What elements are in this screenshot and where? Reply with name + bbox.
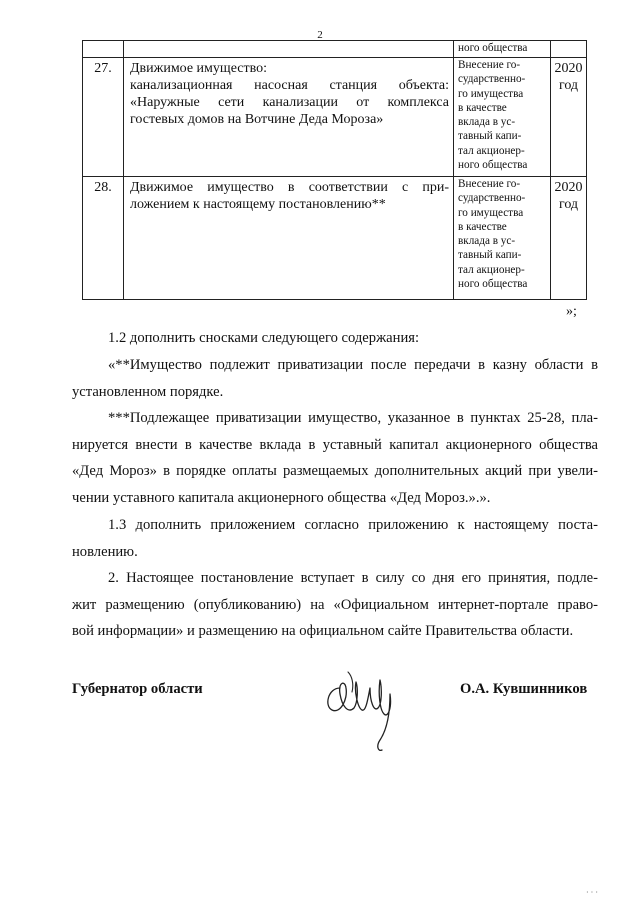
paragraph-line: 1.2 дополнить сносками следующего содержания: xyxy=(108,330,420,346)
year-value: 2020 xyxy=(554,61,583,76)
action-line: тал акционер- xyxy=(458,144,525,157)
action-line: го имущества xyxy=(458,87,524,100)
paragraph-line: 2. Настоящее постановление вступает в силу со дня его принятия, подле- xyxy=(108,570,598,586)
action-line: ного общества xyxy=(458,159,528,172)
table-row-28 xyxy=(83,177,587,300)
action-line: в качестве xyxy=(458,101,507,114)
action-line: в качестве xyxy=(458,220,507,233)
paragraph-line: жит размещению (опубликованию) на «Официальном интернет-портале право- xyxy=(72,596,598,613)
desc-line: Движимое имущество: xyxy=(130,61,267,76)
action-line: Внесение го- xyxy=(458,59,521,71)
paragraph-footnote-2 xyxy=(72,352,598,405)
action-line: Внесение го- xyxy=(458,178,521,190)
row-year xyxy=(551,58,587,177)
signer-title: Губернатор области xyxy=(72,681,203,697)
paragraph-1-3 xyxy=(72,512,598,565)
paragraph-line: новлению. xyxy=(72,543,138,560)
paragraph-line: ***Подлежащее приватизации имущество, указанное в пунктах 25-28, пла- xyxy=(108,410,598,426)
action-line: ного общества xyxy=(458,278,528,291)
row-description xyxy=(124,177,454,300)
desc-line: ложением к настоящему постановлению** xyxy=(130,197,386,212)
row-year xyxy=(551,177,587,300)
signer-name: О.А. Кувшинников xyxy=(460,681,588,697)
action-line: тал акционер- xyxy=(458,263,525,276)
desc-line: гостевых домов на Вотчине Деда Мороза» xyxy=(130,112,384,127)
desc-line: канализационная насосная станция объекта: xyxy=(130,78,449,93)
row-number: 27. xyxy=(83,58,124,177)
paragraph-line: «Дед Мороз» в порядке оплаты размещаемых дополнительных акций при увели- xyxy=(72,463,598,480)
table-cell-year xyxy=(551,41,587,58)
year-value: 2020 xyxy=(554,180,583,195)
action-line: ного общества xyxy=(458,42,528,54)
year-unit: год xyxy=(558,78,579,93)
paragraph-footnote-3 xyxy=(72,405,598,512)
action-line: тавный капи- xyxy=(458,130,522,143)
action-line: тавный капи- xyxy=(458,249,522,262)
table-cell-num xyxy=(83,41,124,58)
paragraph-line: нируется внести в качестве вклада в уставный капитал акционерного общества xyxy=(72,436,598,453)
action-line: сударственно- xyxy=(458,192,526,205)
table-cell-action xyxy=(454,41,551,58)
page-number: 2 xyxy=(317,29,323,41)
paragraph-line: «**Имущество подлежит приватизации после передачи в казну области в xyxy=(108,357,598,373)
footer-marks: · · · xyxy=(586,888,598,897)
desc-line: «Наружные сети канализации от комплекса xyxy=(130,95,449,110)
table-close-quote: »; xyxy=(566,304,577,319)
table-row-27 xyxy=(83,58,587,177)
table-row-continuation xyxy=(83,41,587,58)
year-unit: год xyxy=(558,197,579,212)
property-table xyxy=(82,40,587,300)
paragraph-line: 1.3 дополнить приложением согласно приложению к настоящему поста- xyxy=(108,517,598,533)
paragraph-line: чении уставного капитала акционерного общества «Дед Мороз.».». xyxy=(72,490,491,507)
row-description xyxy=(124,58,454,177)
paragraph-line: установленном порядке. xyxy=(72,383,224,400)
table-cell-desc xyxy=(124,41,454,58)
paragraph-1-2 xyxy=(72,325,598,352)
handwritten-signature xyxy=(318,658,398,758)
row-action xyxy=(454,177,551,300)
action-line: вклада в ус- xyxy=(458,235,516,248)
action-line: го имущества xyxy=(458,206,524,219)
row-action xyxy=(454,58,551,177)
desc-line: Движимое имущество в соответствии с при- xyxy=(130,180,449,195)
row-number: 28. xyxy=(83,177,124,300)
action-line: сударственно- xyxy=(458,73,526,86)
action-line: вклада в ус- xyxy=(458,116,516,129)
paragraph-2 xyxy=(72,565,598,645)
paragraph-line: вой информации» и размещению на официальном сайте Правительства области. xyxy=(72,623,574,640)
